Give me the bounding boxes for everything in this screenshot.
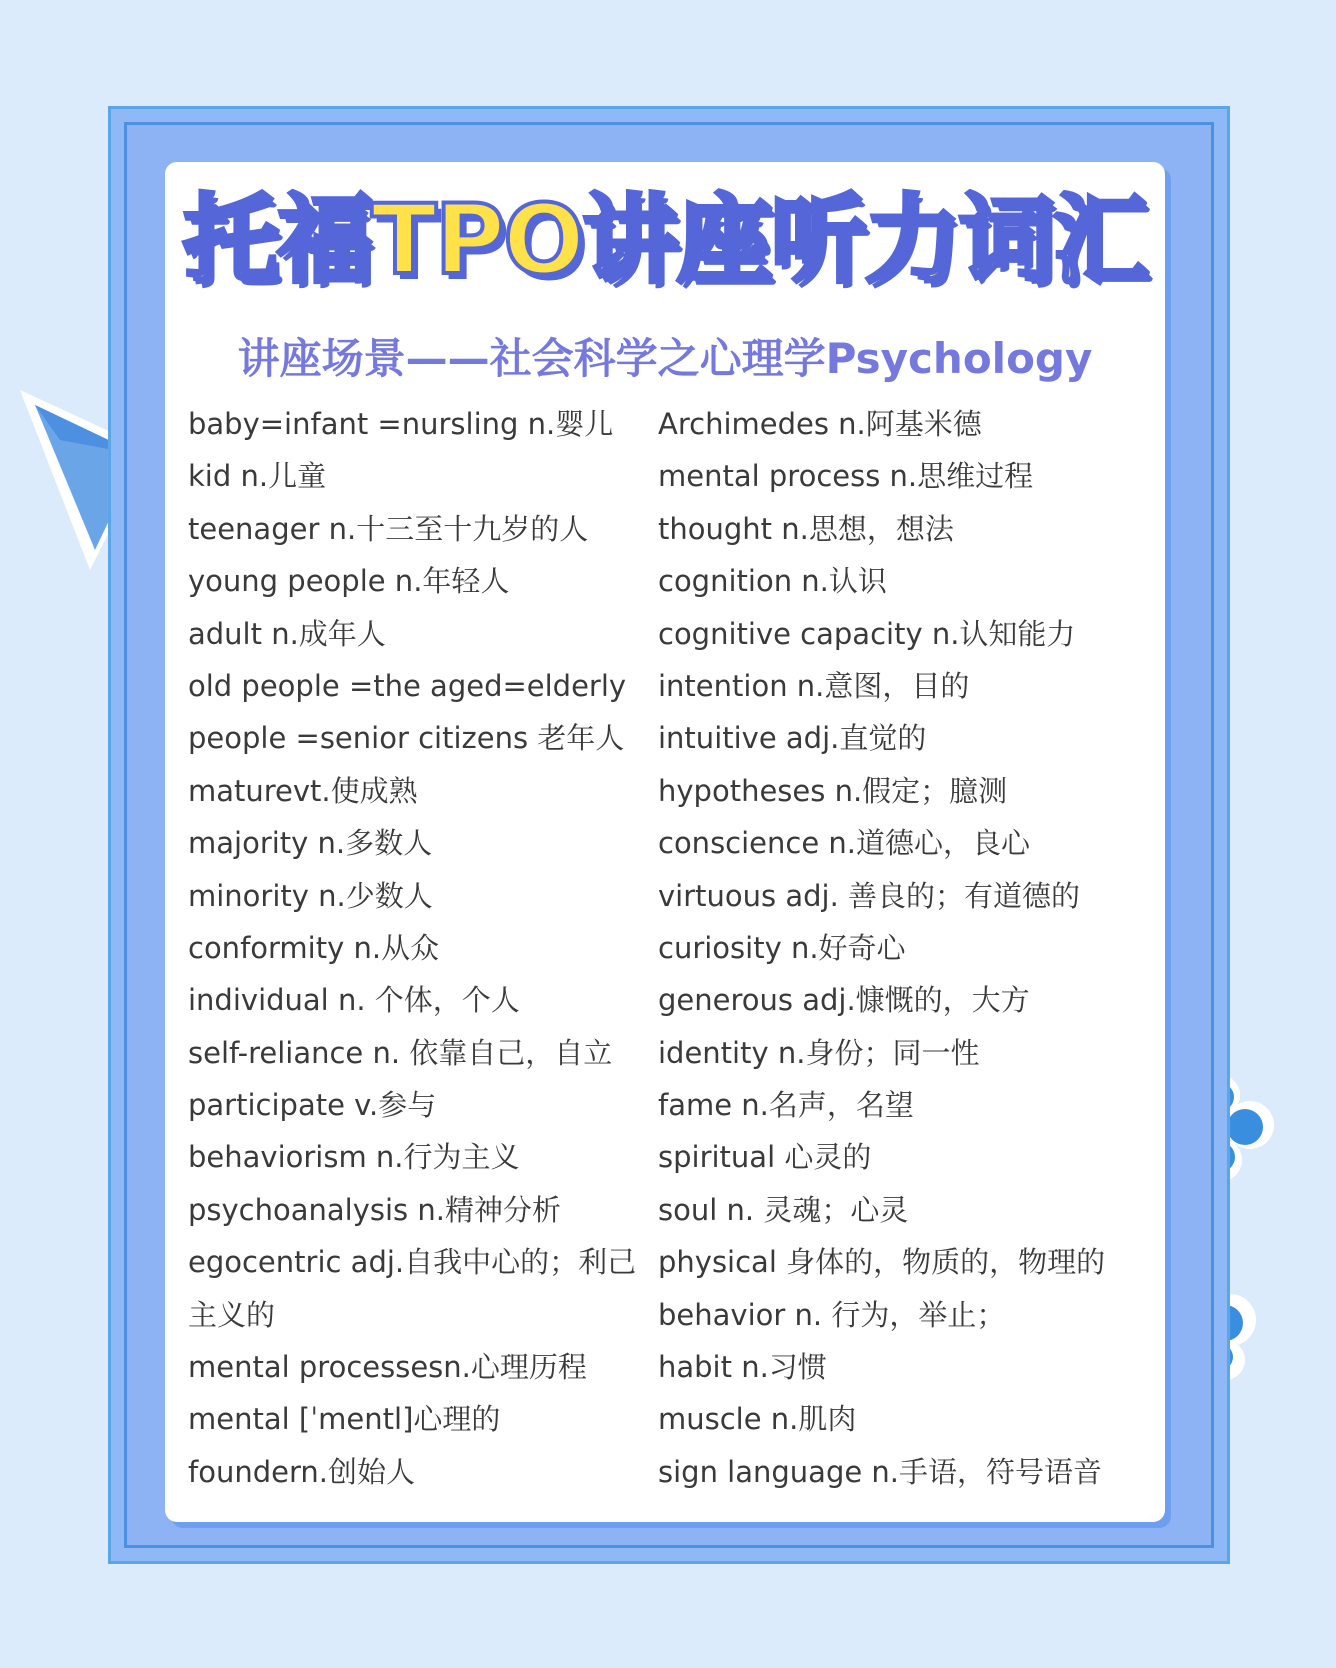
vocab-item: hypotheses n.假定；臆测: [658, 773, 1008, 808]
vocab-item: fame n.名声，名望: [658, 1088, 914, 1123]
vocab-item: intention n.意图，目的: [658, 668, 970, 703]
vocab-item: mental process n.思维过程: [658, 459, 1034, 494]
vocab-item: curiosity n.好奇心: [658, 930, 906, 965]
vocab-item: behavior n. 行为，举止；: [658, 1297, 1006, 1332]
vocab-item: old people =the aged=elderly: [188, 668, 627, 703]
vocab-item: cognition n.认识: [658, 564, 887, 599]
vocab-item: generous adj.慷慨的，大方: [658, 983, 1030, 1018]
vocab-item: adult n.成年人: [188, 616, 386, 651]
vocab-item: conscience n.道德心，良心: [658, 826, 1031, 861]
vocab-item: cognitive capacity n.认知能力: [658, 616, 1076, 651]
vocab-item: conformity n.从众: [188, 930, 440, 965]
vocab-item: individual n. 个体，个人: [188, 983, 520, 1018]
vocab-item: intuitive adj.直觉的: [658, 721, 927, 756]
vocab-item: soul n. 灵魂；心灵: [658, 1192, 909, 1227]
vocab-item: young people n.年轻人: [188, 564, 510, 599]
vocab-item: people =senior citizens 老年人: [188, 721, 625, 756]
vocab-item: baby=infant =nursling n.婴儿: [188, 407, 614, 441]
vocab-item: virtuous adj. 善良的；有道德的: [658, 878, 1081, 913]
vocab-item: habit n.习惯: [658, 1350, 827, 1385]
vocab-item: minority n.少数人: [188, 878, 433, 913]
vocab-item: spiritual 心灵的: [658, 1140, 872, 1175]
vocab-item: majority n.多数人: [188, 826, 433, 861]
vocab-item: mental [ˈmentl]心理的: [188, 1402, 501, 1437]
page-subtitle: 讲座场景——社会科学之心理学Psychology: [237, 334, 1093, 383]
vocab-item: physical 身体的，物质的，物理的: [658, 1245, 1106, 1280]
vocab-item: Archimedes n.阿基米德: [658, 407, 982, 441]
vocab-item: identity n.身份；同一性: [658, 1035, 980, 1070]
vocab-item: kid n.儿童: [188, 459, 327, 494]
vocab-item: sign language n.手语，符号语音: [658, 1454, 1103, 1489]
vocab-item: behaviorism n.行为主义: [188, 1140, 520, 1175]
vocab-item: foundern.创始人: [188, 1454, 415, 1489]
vocab-item: thought n.思想，想法: [658, 511, 954, 546]
vocab-item: muscle n.肌肉: [658, 1402, 857, 1437]
vocab-item: 主义的: [188, 1297, 276, 1332]
vocab-item: egocentric adj.自我中心的；利己: [188, 1245, 637, 1280]
vocab-item: maturevt.使成熟: [188, 773, 418, 808]
vocab-item: psychoanalysis n.精神分析: [188, 1192, 561, 1227]
page-title: 托福TPO讲座听力词汇: [183, 184, 1147, 296]
vocab-item: participate v.参与: [188, 1088, 437, 1123]
vocab-list-left: [188, 398, 648, 1498]
vocab-list-right: [658, 398, 1158, 1498]
vocab-item: self-reliance n. 依靠自己，自立: [188, 1035, 613, 1070]
vocab-item: mental processesn.心理历程: [188, 1350, 587, 1385]
vocab-item: teenager n.十三至十九岁的人: [188, 511, 589, 546]
